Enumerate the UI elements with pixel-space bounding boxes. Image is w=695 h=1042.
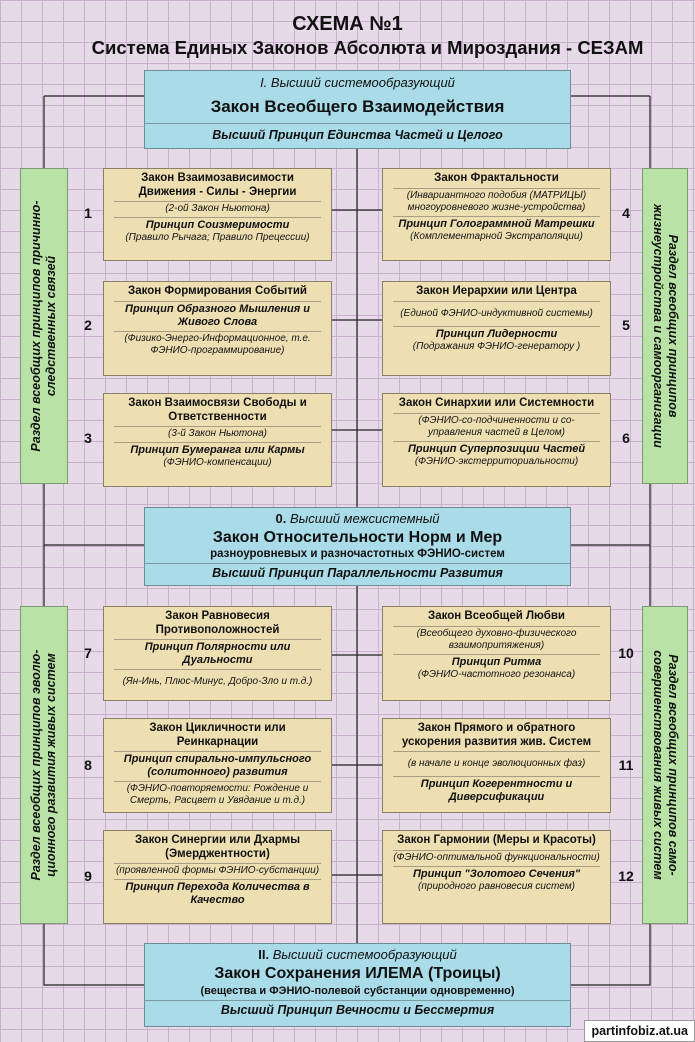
law-principle: Принцип Полярности или Дуальности [144, 641, 291, 666]
diagram-title: СХЕМА №1 [292, 13, 403, 35]
law-card-9 [103, 830, 332, 924]
law-note: (Ян-Инь, Плюс-Минус, Добро-Зло и т.д.) [122, 676, 313, 687]
law-title: Закон Всеобщей Любви [428, 610, 565, 622]
law-number: 6 [622, 430, 630, 446]
law-number: 5 [622, 317, 630, 333]
bottom-block [144, 943, 571, 1027]
law-card-11 [382, 718, 611, 813]
law-card-10 [382, 606, 611, 701]
law-card-12 [382, 830, 611, 924]
law-principle: Принцип Лидерности [435, 327, 558, 340]
law-number: 1 [84, 205, 92, 221]
law-title: Закон Формирования Событий [128, 285, 307, 297]
middle-block-head-num: 0. [275, 511, 287, 526]
middle-block-head: Высший межсистемный [289, 511, 440, 526]
middle-block [144, 507, 571, 586]
law-title: Закон Взаимосвязи Свободы и Ответственности [128, 397, 307, 423]
side-label-right-top-line2: жизнеустройства и самоорганизации [651, 204, 665, 448]
top-block-principle: Высший Принцип Единства Частей и Целого [212, 128, 503, 142]
law-principle: Принцип спирально-импульсного (солитонного) развития [123, 753, 312, 778]
side-label-right-top [642, 168, 688, 484]
middle-block-law: Закон Относительности Норм и Мер [212, 529, 503, 546]
side-label-left-bottom [20, 606, 68, 924]
law-card-1 [103, 168, 332, 261]
law-principle: Принцип Суперпозиции Частей [407, 442, 586, 455]
law-note: (Подражания ФЭНИО-генератору ) [412, 340, 581, 352]
law-note: (Физико-Энерго-Информационное, т.е. ФЭНИО-программирование) [124, 332, 311, 356]
law-title: Закон Фрактальности [434, 172, 559, 184]
law-title: Закон Прямого и обратного ускорения развития жив. Систем [401, 722, 592, 748]
law-principle: Принцип Когерентности и Диверсификации [420, 778, 573, 803]
law-note: (Единой ФЭНИО-индуктивной системы) [400, 307, 593, 319]
side-label-left-bottom-line1: Раздел всеобщих принципов эволю- [29, 649, 43, 881]
law-principle: Принцип "Золотого Сечения" [412, 867, 581, 880]
bottom-block-law: Закон Сохранения ИЛЕМА (Троицы) [214, 965, 501, 982]
law-number: 11 [618, 757, 634, 773]
law-title: Закон Цикличности или Реинкарнации [149, 722, 286, 748]
law-principle: Принцип Соизмеримости [145, 219, 290, 231]
law-note: (2-ой Закон Ньютона) [165, 203, 270, 214]
law-card-3 [103, 393, 332, 487]
middle-block-principle: Высший Принцип Параллельности Развития [212, 566, 503, 580]
law-note: (природного равновесия систем) [418, 880, 575, 892]
law-note: (ФЭНИО-оптимальной функциональности) [393, 851, 600, 863]
law-card-7 [103, 606, 332, 701]
law-note: (ФЭНИО-компенсации) [163, 457, 272, 468]
law-card-5 [382, 281, 611, 376]
law-note: (ФЭНИО-частотного резонанса) [417, 668, 576, 680]
law-note: (Правило Рычага; Правило Прецессии) [125, 232, 310, 243]
law-note: (Комплементарной Экстраполяции) [410, 230, 583, 242]
law-title: Закон Равновесия Противоположностей [155, 610, 280, 636]
law-principle: Принцип Перехода Количества в Качество [125, 881, 310, 906]
law-card-4 [382, 168, 611, 261]
bottom-block-head: Высший системообразующий [272, 947, 457, 962]
side-label-left-top-line1: Раздел всеобщих принципов причинно- [29, 200, 43, 452]
law-principle: Принцип Голограммной Матрешки [398, 217, 595, 230]
law-card-2 [103, 281, 332, 376]
law-card-6 [382, 393, 611, 487]
watermark: partinfobiz.at.ua [584, 1020, 695, 1042]
top-block-law: Закон Всеобщего Взаимодействия [210, 97, 505, 116]
law-title: Закон Взаимозависимости Движения - Силы - Энергии [138, 172, 297, 198]
bottom-block-principle: Высший Принцип Вечности и Бессмертия [220, 1003, 495, 1017]
law-number: 2 [84, 317, 92, 333]
side-label-right-bottom-line1: Раздел всеобщих принципов само- [666, 654, 680, 876]
law-title: Закон Гармонии (Меры и Красоты) [397, 834, 596, 846]
side-label-left-bottom-line2: ционного развития живых систем [44, 653, 58, 877]
side-label-right-bottom [642, 606, 688, 924]
law-note: (ФЭНИО-со-подчиненности и со-управления частей в Целом) [418, 414, 575, 438]
law-title: Закон Синергии или Дхармы (Эмерджентности) [134, 834, 301, 860]
side-label-left-top [20, 168, 68, 484]
middle-block-sub: разноуровневых и разночастотных ФЭНИО-систем [210, 548, 505, 560]
bottom-block-sub: (вещества и ФЭНИО-полевой субстанции одновременно) [200, 985, 515, 997]
law-title: Закон Синархии или Системности [398, 397, 595, 409]
law-number: 4 [622, 205, 630, 221]
law-number: 3 [84, 430, 92, 446]
side-label-left-top-line2: следственных связей [44, 255, 58, 397]
law-note: (Инвариантного подобия (МАТРИЦЫ) многоуровневого жизне-устройства) [406, 189, 587, 213]
law-number: 12 [618, 868, 634, 884]
law-number: 7 [84, 645, 92, 661]
bottom-block-head-num: II. [258, 947, 270, 962]
law-title: Закон Иерархии или Центра [416, 285, 577, 297]
diagram-subtitle: Система Единых Законов Абсолюта и Мироздания - СЕЗАМ [91, 37, 644, 58]
law-note: (в начале и конце эволюционных фаз) [407, 758, 586, 769]
top-block [144, 70, 571, 149]
top-block-head: I. Высший системообразующий [260, 75, 455, 90]
law-number: 10 [618, 645, 634, 661]
law-principle: Принцип Бумеранга или Кармы [130, 444, 305, 456]
law-note: (ФЭНИО-повторяемости: Рождение и Смерть, Расцвет и Увядание и т.д.) [126, 783, 309, 806]
law-note: (Всеобщего духовно-физического взаимопритяжения) [416, 627, 577, 651]
side-label-right-top-line1: Раздел всеобщих принципов [666, 234, 680, 418]
law-principle: Принцип Образного Мышления и Живого Слова [125, 302, 310, 328]
law-number: 9 [84, 868, 92, 884]
law-number: 8 [84, 757, 92, 773]
law-card-8 [103, 718, 332, 813]
side-label-right-bottom-line2: совершенствования живых систем [651, 650, 665, 880]
law-principle: Принцип Ритма [451, 655, 542, 668]
law-note: (ФЭНИО-экстерриториальности) [414, 455, 579, 467]
law-note: (проявленной формы ФЭНИО-субстанции) [115, 865, 320, 876]
law-note: (3-й Закон Ньютона) [168, 428, 267, 439]
